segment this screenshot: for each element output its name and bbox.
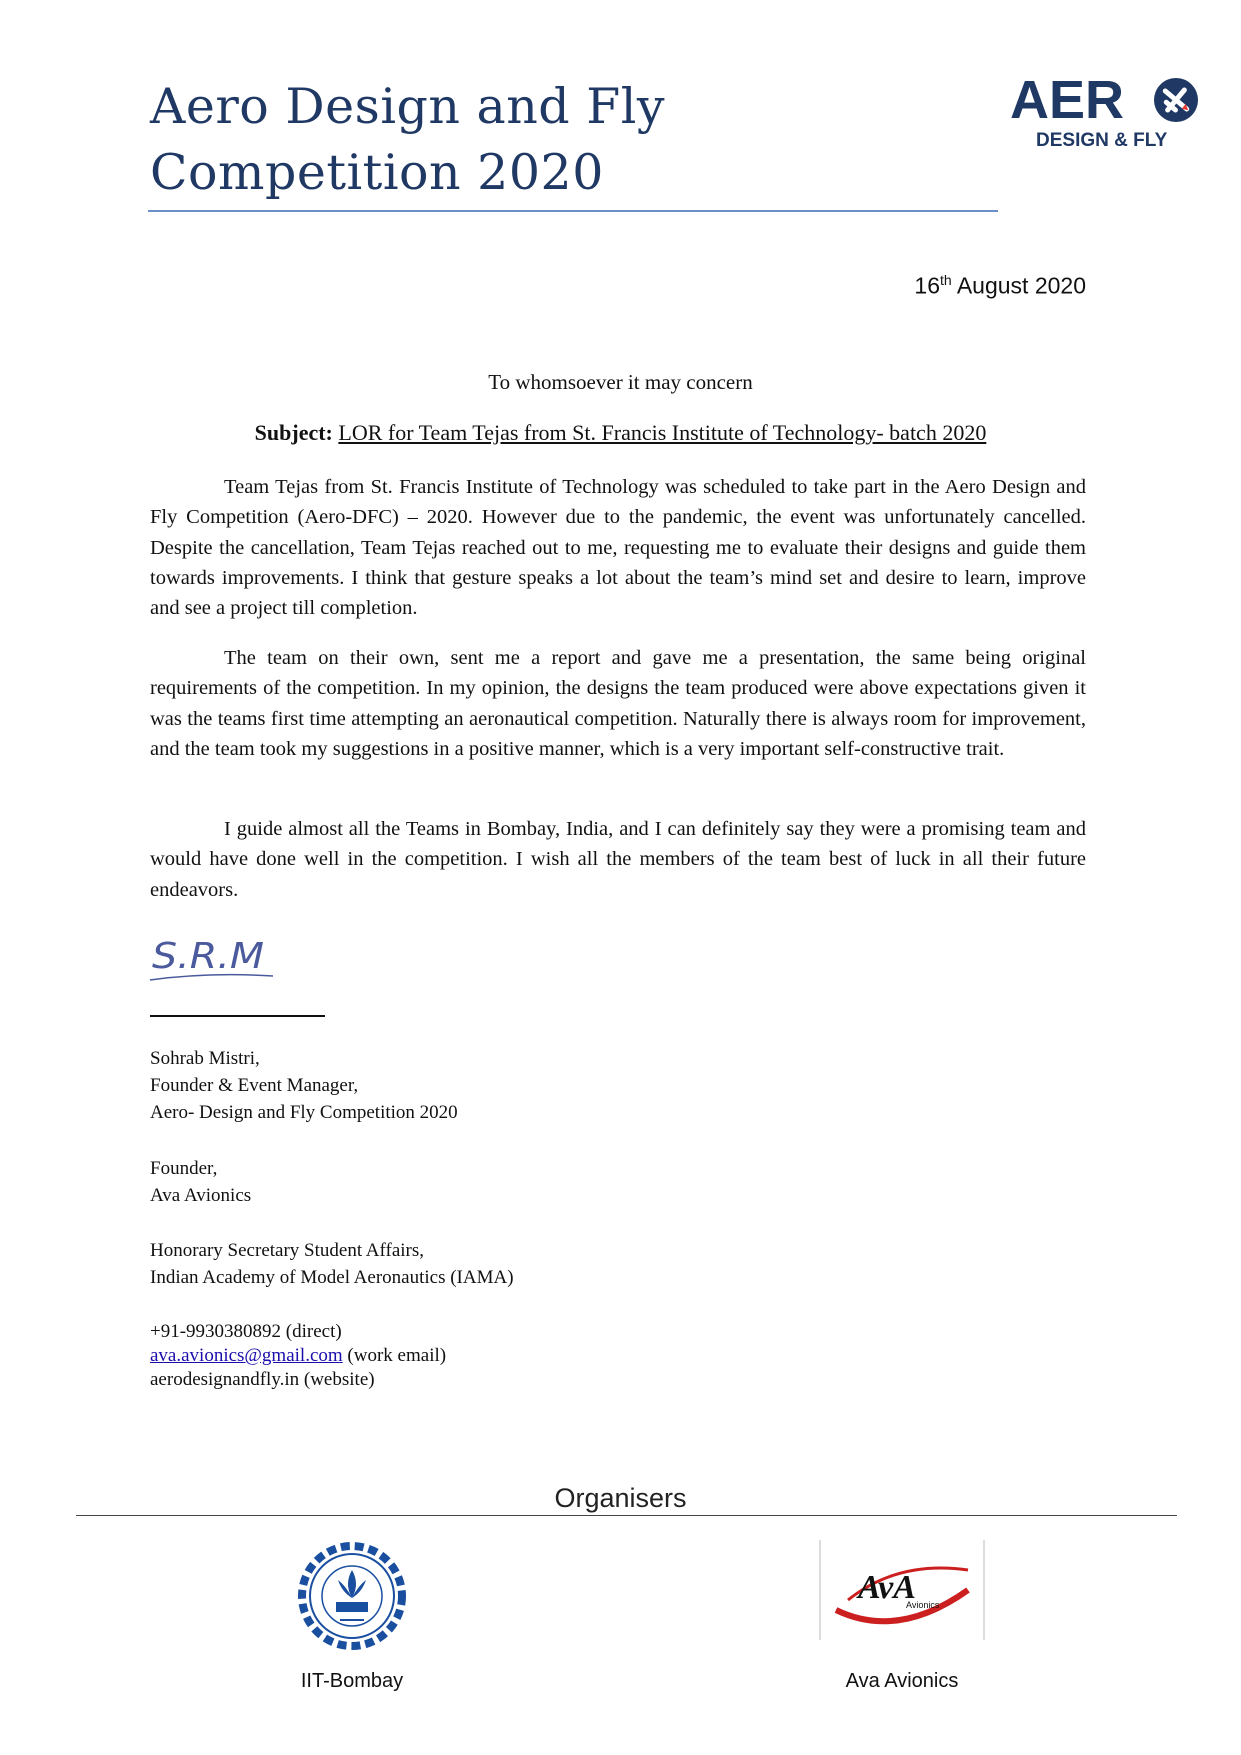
iit-bombay-logo (296, 1540, 408, 1652)
signatory-role: Honorary Secretary Student Affairs, (150, 1240, 425, 1261)
aero-logo-tagline: DESIGN & FLY (1036, 130, 1168, 151)
signatory-org: Ava Avionics (150, 1185, 252, 1206)
signatory-name: Sohrab Mistri, (150, 1048, 260, 1069)
title-divider (148, 210, 998, 212)
email-link[interactable]: ava.avionics@gmail.com (150, 1345, 343, 1366)
aero-logo (1010, 68, 1210, 158)
signatory-block-ava (150, 1155, 251, 1209)
subject-label: Subject: (254, 420, 333, 445)
body-paragraph: Team Tejas from St. Francis Institute of Technology was scheduled to take part in the Aero Design and Fly Competition (Aero-DFC) – 2020. However due to the pandemic, the event was unfortunately cancelled. Despite the cancellation, Team Tejas reached out to me, requesting me to evaluate their designs and guide them towards improvements. I think that gesture speaks a lot about the team’s mind set and desire to learn, improve and see a project till completion. (150, 476, 1086, 620)
ava-logo-sub: Avionics (906, 1600, 940, 1610)
subject-text: LOR for Team Tejas from St. Francis Institute of Technology- batch 2020 (338, 420, 987, 445)
letter-date: 16th August 2020 (914, 272, 1086, 299)
signature-line (150, 1015, 325, 1017)
signatory-org: Indian Academy of Model Aeronautics (IAMA) (150, 1267, 514, 1288)
organisers-heading: Organisers (554, 1483, 687, 1513)
signatory-block-event (150, 1045, 458, 1126)
ava-logo-word: AvA (858, 1569, 916, 1606)
ava-avionics-logo (818, 1540, 986, 1640)
contact-phone: +91-9930380892 (direct) (150, 1321, 342, 1342)
body-paragraph: I guide almost all the Teams in Bombay, India, and I can definitely say they were a promising team and would have done well in the competition. I wish all the members of the team best of luck in all their future endeavors. (150, 818, 1086, 901)
page-title: Aero Design and Fly Competition 2020 (150, 78, 666, 201)
contact-email-line: ava.avionics@gmail.com (work email) (150, 1345, 447, 1366)
salutation: To whomsoever it may concern (488, 370, 753, 394)
aero-logo-word: AER (1010, 70, 1125, 130)
signatory-role: Founder, (150, 1158, 218, 1179)
contact-block (150, 1320, 446, 1392)
iit-bombay-label: IIT-Bombay (300, 1670, 404, 1692)
handwritten-signature (148, 928, 278, 986)
subject-line (0, 420, 1241, 446)
organisers-divider (76, 1515, 1177, 1516)
ava-avionics-label: Ava Avionics (845, 1670, 959, 1692)
signature-initials: S.R.M (152, 936, 264, 977)
signatory-role: Founder & Event Manager, (150, 1075, 359, 1096)
signatory-block-iama (150, 1237, 514, 1291)
signatory-org: Aero- Design and Fly Competition 2020 (150, 1102, 458, 1123)
contact-website: aerodesignandfly.in (website) (150, 1369, 375, 1390)
body-paragraph: The team on their own, sent me a report and gave me a presentation, the same being original requirements of the competition. In my opinion, the designs the team produced were above expectations given it was the teams first time attempting an aeronautical competition. Naturally there is always room for improvement, and the team took my suggestions in a positive manner, which is a very important self-constructive trait. (150, 647, 1086, 760)
